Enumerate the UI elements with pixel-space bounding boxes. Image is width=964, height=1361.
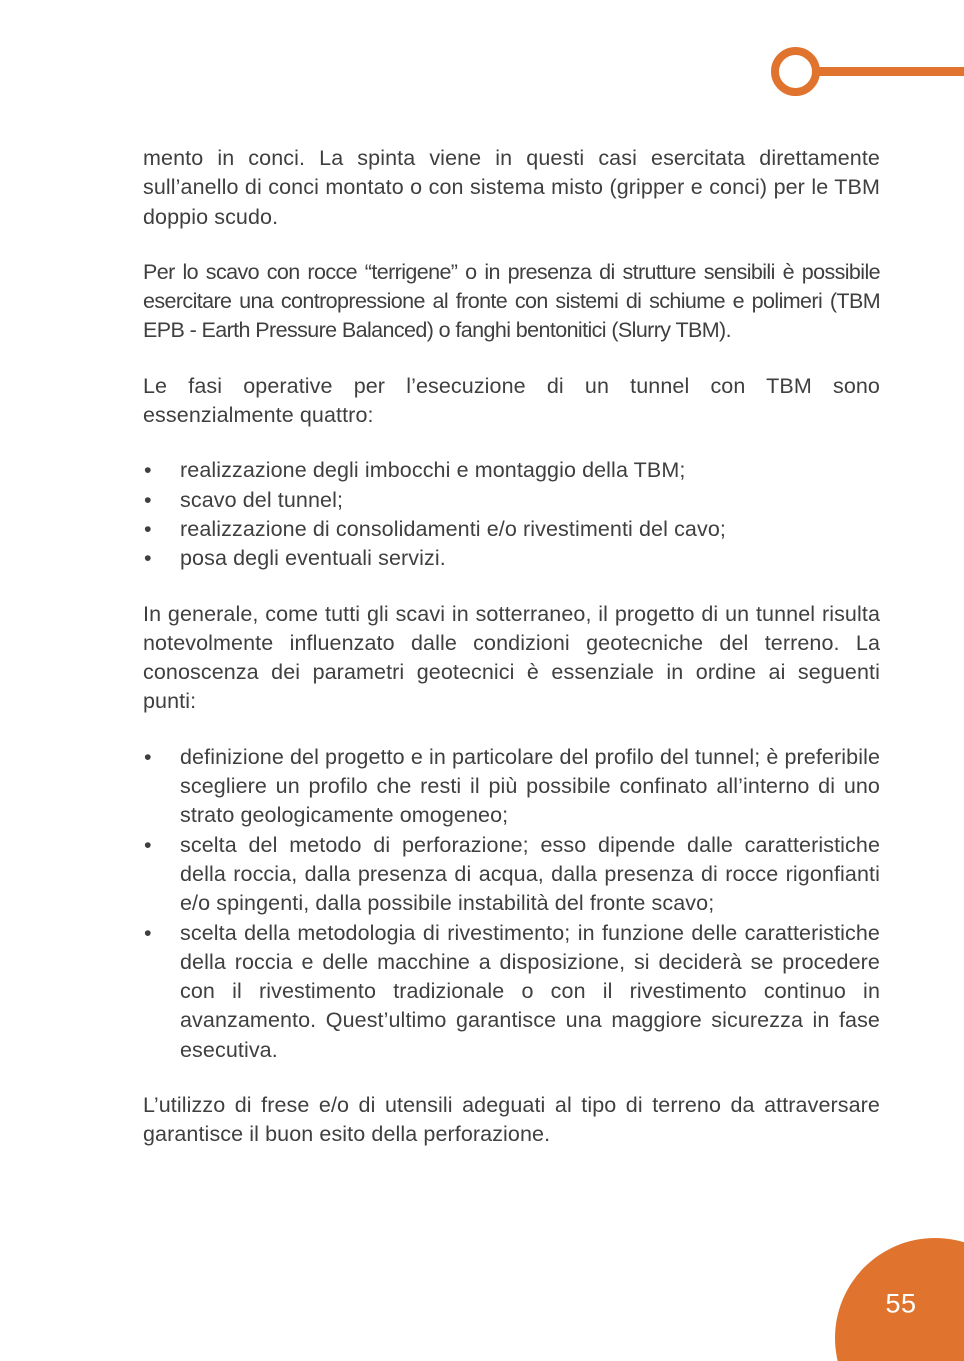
header-rule-line — [816, 67, 964, 76]
paragraph-epb-slurry: Per lo scavo con rocce “terrigene” o in presenza di strutture sensibili è possibile esercitare una contropressione al fronte con sistemi di schiume e polimeri (TBM EPB - Earth Pressure Balanced) o fanghi bentonitici (Slurry TBM). — [143, 259, 880, 343]
list-item: • scelta della metodologia di rivestimento; in funzione delle caratteristiche della roccia e delle macchine a disposizione, si deciderà se procedere con il rivestimento tradizionale o con il rivestimento continuo in avanzamento. Quest’ultimo garantisce una maggiore sicurezza in fase esecutiva. — [143, 919, 880, 1065]
list-item: • realizzazione di consolidamenti e/o rivestimenti del cavo; — [143, 515, 880, 544]
list-item: • scavo del tunnel; — [143, 486, 880, 515]
bullet-list-operative-phases — [143, 456, 880, 573]
paragraph-conclusion: L’utilizzo di frese e/o di utensili adeguati al tipo di terreno da attraversare garantisce il buon esito della perforazione. — [143, 1093, 880, 1147]
list-item: • posa degli eventuali servizi. — [143, 544, 880, 573]
paragraph-geotechnical-intro: In generale, come tutti gli scavi in sotterraneo, il progetto di un tunnel risulta notevolmente influenzato dalle condizioni geotecniche del terreno. La conoscenza dei parametri geotecnici è essenziale in ordine ai seguenti punti: — [143, 601, 880, 714]
list-item: • definizione del progetto e in particolare del profilo del tunnel; è preferibile scegliere un profilo che resti il più possibile confinato all’interno di uno strato geologicamente omogeneo; — [143, 743, 880, 831]
bullet-list-geotechnical-points — [143, 743, 880, 1065]
circle-ring-icon — [771, 47, 820, 96]
page-number: 55 — [885, 1288, 917, 1319]
page-content — [143, 144, 880, 1176]
list-item: • realizzazione degli imbocchi e montaggio della TBM; — [143, 456, 880, 485]
paragraph-thrust: mento in conci. La spinta viene in questi casi esercitata direttamente sull’anello di conci montato o con sistema misto (gripper e conci) per le TBM doppio scudo. — [143, 146, 880, 229]
list-item: • scelta del metodo di perforazione; esso dipende dalle caratteristiche della roccia, dalla presenza di acqua, dalla presenza di rocce rigonfianti e/o spingenti, dalla possibile instabilità del fronte scavo; — [143, 831, 880, 919]
paragraph-operative-phases-intro: Le fasi operative per l’esecuzione di un tunnel con TBM sono essenzialmente quattro: — [143, 373, 880, 428]
